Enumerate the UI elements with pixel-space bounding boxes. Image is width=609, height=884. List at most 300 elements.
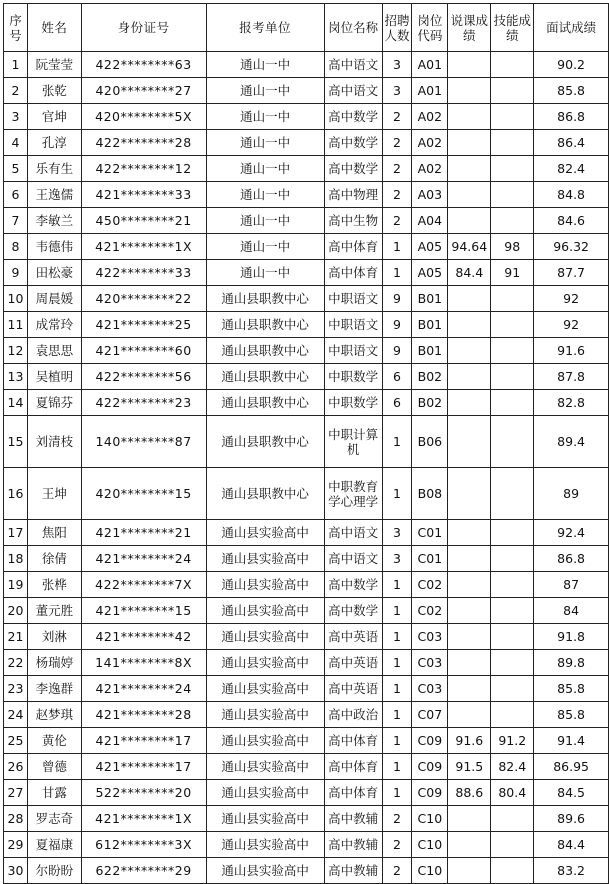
cell-unit: 通山一中 <box>206 208 324 234</box>
cell-unit: 通山县实验高中 <box>206 832 324 858</box>
header-speech: 说课成绩 <box>448 4 491 52</box>
cell-unit: 通山县实验高中 <box>206 702 324 728</box>
cell-unit: 通山县实验高中 <box>206 858 324 884</box>
cell-id: 422********12 <box>81 156 206 182</box>
cell-post: 高中语文 <box>324 520 382 546</box>
cell-score: 92 <box>534 312 609 338</box>
cell-skill <box>491 468 534 520</box>
cell-name: 刘清枝 <box>27 416 81 468</box>
cell-count: 1 <box>382 234 412 260</box>
cell-post: 高中物理 <box>324 182 382 208</box>
table-row <box>4 572 609 598</box>
cell-speech <box>448 338 491 364</box>
cell-speech: 88.6 <box>448 780 491 806</box>
cell-speech <box>448 156 491 182</box>
cell-speech <box>448 572 491 598</box>
header-post: 岗位名称 <box>324 4 382 52</box>
cell-score: 84.6 <box>534 208 609 234</box>
cell-count: 1 <box>382 624 412 650</box>
cell-score: 82.4 <box>534 156 609 182</box>
cell-no: 26 <box>4 754 28 780</box>
cell-no: 15 <box>4 416 28 468</box>
cell-name: 王坤 <box>27 468 81 520</box>
table-row <box>4 156 609 182</box>
cell-post: 高中语文 <box>324 52 382 78</box>
cell-score: 84.5 <box>534 780 609 806</box>
cell-skill <box>491 338 534 364</box>
cell-post: 高中数学 <box>324 598 382 624</box>
cell-post: 中职语文 <box>324 286 382 312</box>
cell-post: 高中体育 <box>324 728 382 754</box>
cell-skill <box>491 390 534 416</box>
cell-count: 1 <box>382 650 412 676</box>
cell-skill <box>491 156 534 182</box>
cell-unit: 通山一中 <box>206 260 324 286</box>
cell-speech <box>448 598 491 624</box>
cell-name: 夏锦芬 <box>27 390 81 416</box>
cell-no: 24 <box>4 702 28 728</box>
cell-score: 96.32 <box>534 234 609 260</box>
cell-skill <box>491 598 534 624</box>
cell-score: 84 <box>534 598 609 624</box>
cell-unit: 通山一中 <box>206 52 324 78</box>
cell-unit: 通山县职教中心 <box>206 468 324 520</box>
cell-skill: 91.2 <box>491 728 534 754</box>
cell-id: 450********21 <box>81 208 206 234</box>
table-row <box>4 338 609 364</box>
header-name: 姓名 <box>27 4 81 52</box>
cell-name: 袁思思 <box>27 338 81 364</box>
cell-score: 92.4 <box>534 520 609 546</box>
cell-skill <box>491 546 534 572</box>
cell-code: C02 <box>412 572 448 598</box>
cell-post: 高中数学 <box>324 130 382 156</box>
cell-code: C09 <box>412 754 448 780</box>
cell-no: 1 <box>4 52 28 78</box>
cell-skill <box>491 650 534 676</box>
header-no: 序号 <box>4 4 28 52</box>
cell-speech <box>448 520 491 546</box>
cell-code: C03 <box>412 624 448 650</box>
cell-name: 乐有生 <box>27 156 81 182</box>
cell-code: C03 <box>412 650 448 676</box>
header-unit: 报考单位 <box>206 4 324 52</box>
cell-code: B08 <box>412 468 448 520</box>
table-row <box>4 286 609 312</box>
cell-unit: 通山县实验高中 <box>206 624 324 650</box>
cell-id: 422********56 <box>81 364 206 390</box>
cell-score: 87.7 <box>534 260 609 286</box>
cell-score: 90.2 <box>534 52 609 78</box>
cell-name: 尔盼盼 <box>27 858 81 884</box>
cell-count: 1 <box>382 676 412 702</box>
cell-speech <box>448 858 491 884</box>
cell-count: 9 <box>382 312 412 338</box>
cell-skill <box>491 572 534 598</box>
cell-unit: 通山县实验高中 <box>206 520 324 546</box>
cell-unit: 通山县实验高中 <box>206 546 324 572</box>
cell-no: 4 <box>4 130 28 156</box>
cell-no: 6 <box>4 182 28 208</box>
cell-id: 422********28 <box>81 130 206 156</box>
cell-unit: 通山县职教中心 <box>206 286 324 312</box>
cell-id: 420********27 <box>81 78 206 104</box>
cell-code: C02 <box>412 598 448 624</box>
cell-id: 422********63 <box>81 52 206 78</box>
cell-id: 522********20 <box>81 780 206 806</box>
cell-no: 12 <box>4 338 28 364</box>
cell-id: 140********87 <box>81 416 206 468</box>
cell-score: 89.4 <box>534 416 609 468</box>
cell-id: 422********7X <box>81 572 206 598</box>
cell-code: A05 <box>412 234 448 260</box>
cell-score: 85.8 <box>534 702 609 728</box>
cell-no: 18 <box>4 546 28 572</box>
table-row <box>4 676 609 702</box>
cell-unit: 通山县实验高中 <box>206 650 324 676</box>
cell-speech <box>448 546 491 572</box>
cell-post: 高中英语 <box>324 650 382 676</box>
cell-name: 徐倩 <box>27 546 81 572</box>
cell-code: A02 <box>412 156 448 182</box>
cell-unit: 通山县职教中心 <box>206 364 324 390</box>
cell-score: 91.4 <box>534 728 609 754</box>
cell-id: 421********60 <box>81 338 206 364</box>
cell-skill <box>491 702 534 728</box>
cell-count: 1 <box>382 416 412 468</box>
cell-name: 甘露 <box>27 780 81 806</box>
table-row <box>4 650 609 676</box>
cell-score: 86.4 <box>534 130 609 156</box>
cell-name: 罗志奇 <box>27 806 81 832</box>
cell-skill <box>491 130 534 156</box>
cell-no: 28 <box>4 806 28 832</box>
cell-no: 10 <box>4 286 28 312</box>
cell-no: 21 <box>4 624 28 650</box>
cell-id: 421********1X <box>81 234 206 260</box>
table-row <box>4 260 609 286</box>
cell-id: 421********25 <box>81 312 206 338</box>
cell-post: 高中语文 <box>324 78 382 104</box>
cell-code: A01 <box>412 52 448 78</box>
cell-skill <box>491 624 534 650</box>
cell-skill <box>491 416 534 468</box>
table-row <box>4 728 609 754</box>
cell-id: 422********33 <box>81 260 206 286</box>
cell-unit: 通山县实验高中 <box>206 598 324 624</box>
cell-unit: 通山县实验高中 <box>206 572 324 598</box>
cell-skill <box>491 520 534 546</box>
cell-no: 11 <box>4 312 28 338</box>
cell-id: 421********24 <box>81 676 206 702</box>
cell-speech: 94.64 <box>448 234 491 260</box>
cell-code: B01 <box>412 312 448 338</box>
cell-speech <box>448 702 491 728</box>
cell-score: 82.8 <box>534 390 609 416</box>
cell-no: 17 <box>4 520 28 546</box>
cell-count: 2 <box>382 104 412 130</box>
cell-post: 高中数学 <box>324 156 382 182</box>
cell-id: 421********33 <box>81 182 206 208</box>
cell-count: 1 <box>382 572 412 598</box>
table-row <box>4 858 609 884</box>
table-row <box>4 806 609 832</box>
header-code: 岗位代码 <box>412 4 448 52</box>
cell-score: 84.4 <box>534 832 609 858</box>
cell-count: 1 <box>382 468 412 520</box>
cell-speech <box>448 364 491 390</box>
cell-no: 29 <box>4 832 28 858</box>
table-body <box>4 52 609 884</box>
cell-id: 421********1X <box>81 806 206 832</box>
cell-code: C10 <box>412 806 448 832</box>
cell-speech <box>448 52 491 78</box>
cell-name: 张桦 <box>27 572 81 598</box>
table-row <box>4 416 609 468</box>
cell-unit: 通山县实验高中 <box>206 780 324 806</box>
cell-count: 2 <box>382 156 412 182</box>
cell-speech: 91.6 <box>448 728 491 754</box>
cell-score: 87.8 <box>534 364 609 390</box>
cell-post: 高中英语 <box>324 624 382 650</box>
cell-post: 高中数学 <box>324 104 382 130</box>
cell-count: 3 <box>382 52 412 78</box>
cell-no: 7 <box>4 208 28 234</box>
cell-count: 1 <box>382 780 412 806</box>
cell-name: 成常玲 <box>27 312 81 338</box>
cell-code: B02 <box>412 390 448 416</box>
cell-skill <box>491 832 534 858</box>
cell-name: 田松豪 <box>27 260 81 286</box>
cell-speech <box>448 624 491 650</box>
cell-post: 高中政治 <box>324 702 382 728</box>
cell-code: C01 <box>412 520 448 546</box>
cell-id: 422********23 <box>81 390 206 416</box>
cell-unit: 通山一中 <box>206 156 324 182</box>
table-row <box>4 546 609 572</box>
cell-count: 1 <box>382 260 412 286</box>
table-row <box>4 468 609 520</box>
table-header <box>4 4 609 52</box>
cell-score: 87 <box>534 572 609 598</box>
cell-name: 焦阳 <box>27 520 81 546</box>
cell-score: 91.8 <box>534 624 609 650</box>
cell-code: A04 <box>412 208 448 234</box>
score-table <box>3 3 609 884</box>
table-row <box>4 130 609 156</box>
cell-count: 6 <box>382 390 412 416</box>
cell-score: 85.8 <box>534 676 609 702</box>
cell-count: 3 <box>382 546 412 572</box>
cell-speech <box>448 468 491 520</box>
cell-post: 高中数学 <box>324 572 382 598</box>
cell-skill <box>491 858 534 884</box>
cell-name: 孔淳 <box>27 130 81 156</box>
cell-skill: 91 <box>491 260 534 286</box>
cell-score: 83.2 <box>534 858 609 884</box>
cell-count: 2 <box>382 130 412 156</box>
header-skill: 技能成绩 <box>491 4 534 52</box>
cell-unit: 通山县实验高中 <box>206 806 324 832</box>
cell-name: 李敏兰 <box>27 208 81 234</box>
cell-count: 9 <box>382 338 412 364</box>
header-id: 身份证号 <box>81 4 206 52</box>
cell-name: 王逸儒 <box>27 182 81 208</box>
cell-name: 董元胜 <box>27 598 81 624</box>
table-row <box>4 624 609 650</box>
cell-count: 1 <box>382 754 412 780</box>
cell-code: B02 <box>412 364 448 390</box>
cell-post: 高中生物 <box>324 208 382 234</box>
cell-code: C10 <box>412 832 448 858</box>
cell-post: 高中体育 <box>324 260 382 286</box>
cell-count: 6 <box>382 364 412 390</box>
cell-speech: 84.4 <box>448 260 491 286</box>
cell-skill <box>491 286 534 312</box>
cell-unit: 通山县职教中心 <box>206 338 324 364</box>
cell-skill: 82.4 <box>491 754 534 780</box>
cell-post: 高中教辅 <box>324 806 382 832</box>
cell-score: 89 <box>534 468 609 520</box>
cell-score: 92 <box>534 286 609 312</box>
header-count: 招聘人数 <box>382 4 412 52</box>
cell-id: 141********8X <box>81 650 206 676</box>
cell-id: 612********3X <box>81 832 206 858</box>
table-row <box>4 832 609 858</box>
cell-code: A03 <box>412 182 448 208</box>
cell-count: 2 <box>382 832 412 858</box>
cell-unit: 通山一中 <box>206 130 324 156</box>
cell-skill <box>491 78 534 104</box>
cell-score: 86.8 <box>534 546 609 572</box>
cell-unit: 通山县实验高中 <box>206 728 324 754</box>
cell-code: A02 <box>412 130 448 156</box>
cell-name: 官坤 <box>27 104 81 130</box>
table-row <box>4 208 609 234</box>
cell-no: 20 <box>4 598 28 624</box>
cell-speech <box>448 416 491 468</box>
cell-unit: 通山县职教中心 <box>206 416 324 468</box>
cell-skill <box>491 208 534 234</box>
cell-no: 8 <box>4 234 28 260</box>
cell-speech <box>448 832 491 858</box>
table-row <box>4 182 609 208</box>
table-row <box>4 312 609 338</box>
cell-post: 高中英语 <box>324 676 382 702</box>
cell-count: 1 <box>382 702 412 728</box>
cell-id: 421********21 <box>81 520 206 546</box>
cell-skill <box>491 806 534 832</box>
cell-name: 吴植明 <box>27 364 81 390</box>
cell-name: 杨瑞婷 <box>27 650 81 676</box>
cell-name: 夏福康 <box>27 832 81 858</box>
cell-post: 高中教辅 <box>324 832 382 858</box>
cell-count: 3 <box>382 520 412 546</box>
cell-score: 86.95 <box>534 754 609 780</box>
cell-score: 89.8 <box>534 650 609 676</box>
cell-code: C09 <box>412 780 448 806</box>
cell-unit: 通山县职教中心 <box>206 390 324 416</box>
cell-skill <box>491 676 534 702</box>
cell-speech <box>448 104 491 130</box>
table-row <box>4 234 609 260</box>
cell-post: 中职语文 <box>324 338 382 364</box>
cell-speech <box>448 78 491 104</box>
cell-no: 3 <box>4 104 28 130</box>
cell-unit: 通山一中 <box>206 78 324 104</box>
cell-unit: 通山县实验高中 <box>206 676 324 702</box>
cell-post: 高中体育 <box>324 780 382 806</box>
cell-id: 421********42 <box>81 624 206 650</box>
cell-name: 阮莹莹 <box>27 52 81 78</box>
cell-name: 刘淋 <box>27 624 81 650</box>
cell-no: 19 <box>4 572 28 598</box>
cell-name: 周晨媛 <box>27 286 81 312</box>
cell-post: 高中体育 <box>324 754 382 780</box>
cell-post: 高中体育 <box>324 234 382 260</box>
cell-score: 86.8 <box>534 104 609 130</box>
cell-skill <box>491 52 534 78</box>
cell-post: 中职语文 <box>324 312 382 338</box>
table-row <box>4 364 609 390</box>
table-row <box>4 390 609 416</box>
cell-score: 91.6 <box>534 338 609 364</box>
cell-unit: 通山一中 <box>206 182 324 208</box>
cell-name: 李逸群 <box>27 676 81 702</box>
cell-no: 13 <box>4 364 28 390</box>
header-score: 面试成绩 <box>534 4 609 52</box>
cell-skill <box>491 104 534 130</box>
cell-code: A02 <box>412 104 448 130</box>
cell-id: 420********15 <box>81 468 206 520</box>
cell-id: 421********28 <box>81 702 206 728</box>
cell-code: C03 <box>412 676 448 702</box>
cell-count: 2 <box>382 858 412 884</box>
cell-no: 16 <box>4 468 28 520</box>
cell-post: 中职数学 <box>324 364 382 390</box>
cell-id: 420********22 <box>81 286 206 312</box>
cell-count: 9 <box>382 286 412 312</box>
cell-code: A05 <box>412 260 448 286</box>
cell-count: 2 <box>382 208 412 234</box>
table-row <box>4 104 609 130</box>
cell-speech <box>448 806 491 832</box>
cell-no: 30 <box>4 858 28 884</box>
cell-no: 2 <box>4 78 28 104</box>
cell-post: 中职教育学心理学 <box>324 468 382 520</box>
cell-id: 421********24 <box>81 546 206 572</box>
cell-speech <box>448 650 491 676</box>
cell-score: 89.6 <box>534 806 609 832</box>
cell-speech <box>448 676 491 702</box>
cell-no: 25 <box>4 728 28 754</box>
cell-count: 2 <box>382 182 412 208</box>
cell-unit: 通山一中 <box>206 104 324 130</box>
cell-code: B06 <box>412 416 448 468</box>
cell-name: 黄伦 <box>27 728 81 754</box>
cell-name: 赵梦琪 <box>27 702 81 728</box>
cell-id: 421********17 <box>81 728 206 754</box>
cell-id: 622********29 <box>81 858 206 884</box>
cell-name: 曾德 <box>27 754 81 780</box>
cell-code: A01 <box>412 78 448 104</box>
cell-code: C07 <box>412 702 448 728</box>
cell-speech <box>448 130 491 156</box>
cell-count: 1 <box>382 598 412 624</box>
cell-skill <box>491 364 534 390</box>
cell-speech <box>448 182 491 208</box>
cell-id: 421********17 <box>81 754 206 780</box>
